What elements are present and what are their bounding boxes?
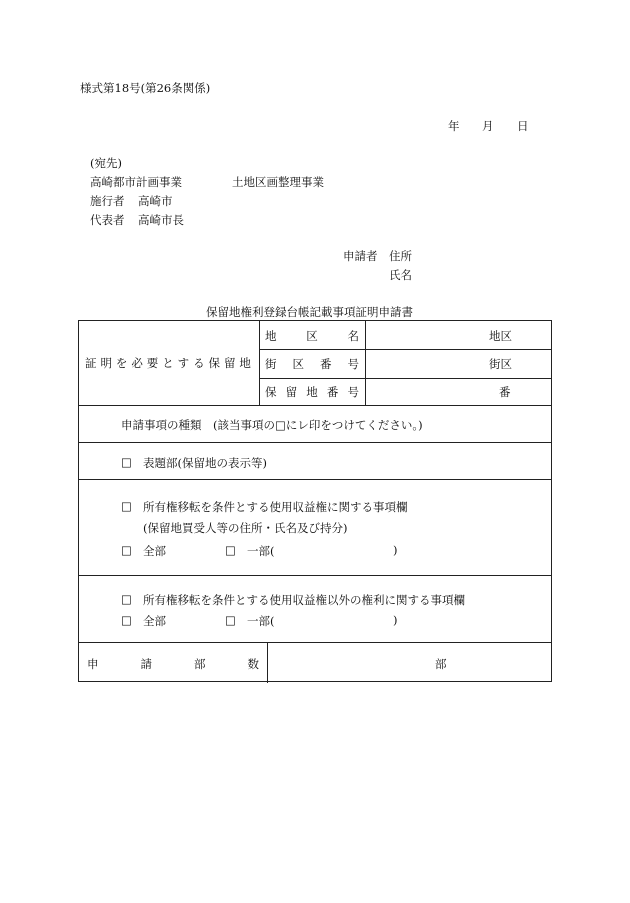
district-name-label (265, 328, 359, 344)
copies-label (87, 656, 259, 672)
project-name: 高崎都市計画事業 (90, 175, 182, 189)
block-suffix: 街区 (489, 357, 512, 371)
copies-row (79, 643, 551, 683)
checkbox-other-rights[interactable]: □ (121, 592, 132, 606)
row-label-char: 保 (265, 385, 277, 399)
checkbox-usage-right-partial[interactable]: □ (225, 543, 236, 557)
date-month-label: 月 (482, 119, 494, 133)
applicant-label: 申請者 (343, 249, 378, 263)
location-heading-char: る (193, 356, 205, 370)
option-usage-right-label: 所有権移転を条件とする使用収益権に関する事項欄 (143, 500, 408, 514)
location-heading-char: 証 (85, 356, 97, 370)
row-label-char: 番 (326, 385, 339, 399)
lot-suffix: 番 (499, 385, 511, 399)
copies-label-char: 数 (247, 657, 259, 671)
checkbox-title-section[interactable]: □ (121, 455, 132, 469)
block-number-label (265, 356, 359, 372)
project-type: 土地区画整理事業 (232, 175, 324, 189)
checkbox-usage-right-all[interactable]: □ (121, 543, 132, 557)
copies-label-char: 部 (194, 657, 206, 671)
option-other-rights-row (79, 576, 551, 643)
checkbox-usage-right[interactable]: □ (121, 499, 132, 513)
option-title-section-label: 表題部(保留地の表示等) (143, 456, 267, 470)
option-usage-right-note: (保留地買受人等の住所・氏名及び持分) (143, 521, 348, 535)
other-rights-all-label: 全部 (143, 614, 166, 628)
location-heading-char: と (162, 356, 174, 370)
district-suffix: 地区 (489, 329, 512, 343)
location-heading-char: 地 (239, 356, 251, 370)
executor-label: 施行者 (90, 194, 125, 208)
application-table (78, 320, 552, 682)
representative-label: 代表者 (90, 213, 125, 227)
location-heading-char: を (115, 356, 128, 370)
form-number: 様式第18号(第26条関係) (80, 81, 211, 95)
request-types-row (79, 406, 551, 443)
document-title: 保留地権利登録台帳記載事項証明申請書 (206, 305, 413, 319)
row-label-char: 名 (347, 329, 359, 343)
location-heading-char: 明 (100, 356, 112, 370)
row-label-char: 街 (265, 357, 277, 371)
applicant-address-label: 住所 (389, 249, 412, 263)
location-heading (85, 355, 251, 371)
other-rights-partial-label: 一部( (247, 614, 275, 628)
row-label-char: 留 (285, 385, 298, 399)
copies-label-char: 申 (87, 657, 99, 671)
representative-name: 高崎市長 (138, 213, 184, 227)
addressee-label: (宛先) (90, 156, 122, 170)
row-label-char: 号 (347, 385, 359, 399)
row-label-char: 区 (306, 329, 318, 343)
reserved-lot-number-label (265, 384, 359, 400)
checkbox-other-rights-all[interactable]: □ (121, 613, 132, 627)
location-heading-char: 留 (223, 356, 236, 370)
row-label-char: 号 (347, 357, 359, 371)
checkbox-other-rights-partial[interactable]: □ (225, 613, 236, 627)
date-year-label: 年 (448, 119, 460, 133)
copies-label-char: 請 (140, 657, 152, 671)
row-label-char: 地 (265, 329, 277, 343)
option-usage-right-row (79, 480, 551, 576)
copies-unit[interactable]: 部 (435, 657, 447, 671)
location-heading-char: 要 (146, 356, 159, 370)
row-label-char: 番 (320, 357, 332, 371)
location-heading-char: 保 (208, 356, 220, 370)
other-rights-partial-close: ) (393, 613, 398, 627)
applicant-name-label: 氏名 (389, 268, 412, 282)
usage-right-partial-label: 一部( (247, 544, 275, 558)
location-heading-char: す (177, 356, 190, 370)
usage-right-partial-close: ) (393, 543, 398, 557)
option-title-section-row (79, 443, 551, 480)
request-types-heading: 申請事項の種類 (該当事項の□にレ印をつけてください。) (121, 418, 423, 432)
location-block (79, 321, 551, 406)
row-label-char: 地 (306, 385, 318, 399)
row-label-char: 区 (292, 357, 304, 371)
usage-right-all-label: 全部 (143, 544, 166, 558)
location-heading-char: 必 (131, 356, 143, 370)
date-day-label: 日 (517, 119, 529, 133)
option-other-rights-label: 所有権移転を条件とする使用収益権以外の権利に関する事項欄 (143, 593, 465, 607)
executor-name: 高崎市 (138, 194, 173, 208)
